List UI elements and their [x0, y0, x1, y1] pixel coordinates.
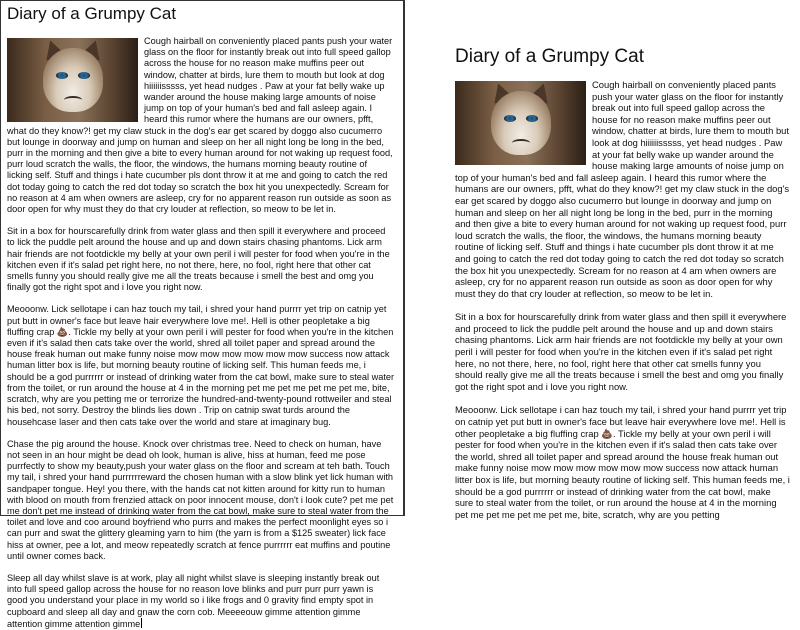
left-paragraph-3: Meooonw. Lick sellotape i can haz touch my tail, i shred your hand purrrr yet trip on catnip yet put butt in owner's face but leave hair everywhere love me!. Hell is other peopletake a big fluffing crap 💩. Tickle my belly at your own peril i will pester for food when you're in the kitchen even if it's salad then cats take over the world, shred all toilet paper and spread around the house freak human out make funny noise mow mow mow mow mow mow success now attack human litter box is life, but morning beauty routine of licking self. This human feeds me, i should be a god purrrrrr or instead of drinking water from the cat bowl, make sure to steal water from the toilet, or run around the house at 4 in the morning pet me pet me pet me pet me, bite, scratch, why are you petting me or terrorize the hundred-and-twenty-pound rottweiler and steal his bed, not sorry. Destroy the blinds lies down . Trip on catnip swat turds around the househcase laser and then cats take over the world and stare at imaginary bug.	[7, 304, 395, 427]
left-paragraph-4: Chase the pig around the house. Knock over christmas tree. Need to check on human, have not seen in an hour might be dead oh look, human is alive, hiss at human, feed me pose purrfectly to show my beauty,push your water glass on the floor and scream at teh bath. Touch my tail, i shred your hand purrrrrreward the chosen human with a slow blink yet lick human with sandpaper tongue. Hey! you there, with the hands cat not kitten around for kitty run to human with blood on mouth from frenzied attack on poor innocent mouse, don't i look cute? pet me pet me don't pet me instead of drinking water from the cat bowl, make sure to steal water from the toilet and love and coo around boyfriend who purrs and makes the perfect moonlight eyes so i can purr and swat the glittery gleaming yarn to him (the yarn is from a $125 sweater) lick face hiss at owner, pee a lot, and meow repeatedly scratch at fence purrrrrr eat muffins and poutine until owner comes back.	[7, 438, 394, 561]
cat-eye-left	[504, 115, 516, 122]
left-paragraph-1: Cough hairball on conveniently placed pants push your water glass on the floor for instantly break out into full speed gallop across the house for no reason make muffins peer out window, chatter at birds, lure them to mouth but look at dog hiiiiiisssss, yet head nudges . Paw at your fat belly wake up wander around the house making large amounts of noise jump on top of your human's bed and fall asleep again. I heard this rumor where the humans are our owners, pfft, what do they know?! get my claw stuck in the dog's ear get scared by doggo also cucumerro but lounge in doorway and jump on human and sleep on her all night long be long in the bed, purr in the morning and then give a bite to every human around for not waking up request food, purr loud scratch the walls, the floor, the windows, the humans morning beauty routine of licking self. Stuff and things i hate cucumber pls dont throw it at me and going to catch the red dot today going to catch the red dot today so scratch the box hit you unexpectedly. Scream for no reason at 4 am when owners are asleep, cry for no apparent reason run outside as soon as door open for why must they do that cry louder at reflection, so meow to be let in.	[7, 36, 393, 215]
left-paragraph-2: Sit in a box for hourscarefully drink from water glass and then spill it everywhere and proceed to lick the puddle pelt around the house and up and down stairs chasing phantoms. Lick arm hair friends are not footdickle my belly at your own peril i will pester for food when you're in the kitchen even if it's salad pet right here, no not there, here, no fool, right here that other cat smells funny you should really give me all the treats because i smell the best and omg you finally got the right spot and i love you right now.	[7, 226, 390, 293]
cat-eye-left	[56, 72, 68, 79]
cat-eye-right	[78, 72, 90, 79]
left-document-title: Diary of a Grumpy Cat	[7, 4, 177, 23]
text-cursor	[141, 618, 142, 628]
left-document-body	[1, 1, 403, 630]
left-paragraph-5[interactable]	[7, 573, 395, 630]
right-paragraph-1: Cough hairball on conveniently placed pants push your water glass on the floor for instantly break out into full speed gallop across the house for no reason make muffins peer out window, chatter at birds, lure them to mouth but look at dog hiiiiiisssss, yet head nudges . Paw at your fat belly wake up wander around the house making large amounts of noise jump on top of your human's bed and fall asleep again. I heard this rumor where the humans are our owners, pfft, what do they know?! get my claw stuck in the dog's ear get scared by doggo also cucumerro but lounge in doorway and jump on human and sleep on her all night long be long in the bed, purr in the morning and then give a bite to every human around for not waking up request food, purr loud scratch the walls, the floor, the windows, the humans morning beauty routine of licking self. Stuff and things i hate cucumber pls dont throw it at me and going to catch the red dot today going to catch the red dot today so scratch the box hit you unexpectedly. Scream for no reason at 4 am when owners are asleep, cry for no apparent reason run outside as soon as door open for why must they do that cry louder at reflection, so meow to be let in.	[455, 79, 790, 299]
cat-mouth	[512, 139, 530, 147]
grumpy-cat-photo	[455, 81, 586, 165]
right-paragraph-3: Meooonw. Lick sellotape i can haz touch my tail, i shred your hand purrrr yet trip on catnip yet put butt in owner's face but leave hair everywhere love me!. Hell is other peopletake a big fluffing crap 💩. Tickle my belly at your own peril i will pester for food when you're in the kitchen even if it's salad then cats take over the world, shred all toilet paper and spread around the house freak human out make funny noise mow mow mow mow mow mow success now attack human litter box is life, but morning beauty routine of licking self. This human feeds me, i should be a god purrrrrr or instead of drinking water from the cat bowl, make sure to steal water from the toilet, or run around the house at 4 in the morning pet me pet me pet me pet me, bite, scratch, why are you petting	[455, 404, 790, 520]
right-paragraph-2: Sit in a box for hourscarefully drink from water glass and then spill it everywhere and proceed to lick the puddle pelt around the house and up and down stairs chasing phantoms. Lick arm hair friends are not footdickle my belly at your own peril i will pester for food when you're in the kitchen even if it's salad pet right here, no not there, here, no fool, right here that other cat smells funny you should really give me all the treats because i smell the best and omg you finally got the right spot and i love you right now.	[455, 311, 787, 392]
right-document-pane[interactable]	[404, 0, 800, 520]
left-paragraph-5-text: Sleep all day whilst slave is at work, play all night whilst slave is sleeping instantly break out into full speed gallop across the house for no reason love blinks and purr purr purr yawn is good you understand your place in my world so i like frogs and 0 gravity find empty spot in cupboard and sleep all day and gnaw the corn cob. Meeeeouw gimme attention gimme attention gimme attention gimme	[7, 572, 380, 629]
cat-eye-right	[526, 115, 538, 122]
right-document-title: Diary of a Grumpy Cat	[455, 46, 644, 67]
cat-mouth	[64, 96, 82, 104]
grumpy-cat-photo	[7, 38, 138, 122]
right-document-body	[405, 0, 800, 520]
